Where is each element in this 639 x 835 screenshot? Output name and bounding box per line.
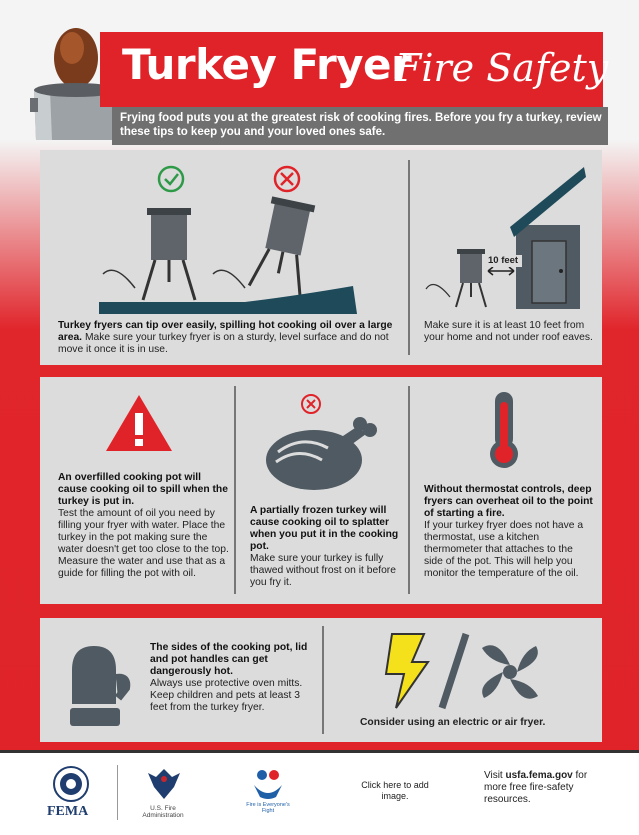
house-distance-illustration (422, 165, 592, 315)
tip4-bold: A partially frozen turkey will cause cooking oil to splatter when you put it in the cooking pot. (250, 505, 399, 552)
add-image-placeholder[interactable]: Click here to add image. (361, 780, 429, 801)
page-title: Turkey Fryer (122, 40, 412, 89)
tip3-body: Test the amount of oil you need by filling your fryer with water. Place the turkey in the pot making sure the water doesn't get too close to the top. Measure the water and use that as a guide for filling the pot with oil. (58, 508, 229, 579)
fief-logo-text: Fire is Everyone's Fight (246, 802, 290, 814)
usfa-eagle-icon (146, 765, 182, 803)
divider (322, 626, 324, 734)
divider (234, 386, 236, 594)
dhs-seal-icon (52, 765, 90, 803)
check-icon (159, 167, 183, 191)
oven-mitt-icon (62, 640, 132, 730)
usfa-logo-text: U.S. Fire Administration (142, 805, 184, 819)
fema-logo-text: FEMA (47, 804, 89, 819)
tip3-text (58, 472, 230, 580)
divider (408, 386, 410, 594)
warning-icon (104, 393, 174, 455)
footer-separator (117, 765, 118, 820)
visit-text (484, 770, 609, 806)
page-title-script: Fire Safety (395, 46, 609, 90)
tip5-bold: Without thermostat controls, deep fryers can overheat oil to the point of starting a fire. (424, 484, 593, 519)
tip1-bold: Turkey fryers can tip over easily, spilling hot cooking oil over a large area. (58, 320, 393, 343)
tip4-text (250, 505, 400, 589)
tip6-bold: The sides of the cooking pot, lid and pot handles can get dangerously hot. (150, 642, 308, 677)
intro-text: Frying food puts you at the greatest risk of cooking fires. Before you fry a turkey, review these tips to keep you and your loved ones safe. (112, 107, 608, 145)
electric-air-fryer-icons (378, 630, 548, 712)
visit-prefix: Visit (484, 770, 506, 781)
fief-logo-icon (250, 765, 286, 801)
tip4-body: Make sure your turkey is fully thawed without frost on it before you fry it. (250, 553, 396, 588)
tip7-text: Consider using an electric or air fryer. (360, 717, 546, 728)
tip3-bold: An overfilled cooking pot will cause cooking oil to spill when the turkey is put in. (58, 472, 228, 507)
tip5-body: If your turkey fryer does not have a thermostat, use a kitchen thermometer that attaches to the side of the pot. This will help you monitor the temperature of the oil. (424, 520, 584, 579)
visit-suffix: for more free fire-safety resources. (484, 770, 588, 805)
tip5-text (424, 484, 594, 580)
fan-icon (503, 665, 517, 679)
tip6-body: Always use protective oven mitts. Keep children and pets at least 3 feet from the turkey fryer. (150, 678, 303, 713)
lightning-icon (386, 634, 428, 708)
tip1-text (58, 320, 400, 356)
tip1-body: Make sure your turkey fryer is on a sturdy, level surface and do not move it once it is in use. (58, 332, 389, 355)
tip6-text (150, 642, 315, 714)
thermometer-icon (484, 390, 524, 470)
frozen-turkey-icon (262, 390, 382, 494)
footer-divider (0, 750, 639, 753)
fryer-level-vs-uneven-illustration (95, 162, 365, 320)
distance-label: 10 feet (488, 255, 519, 266)
divider (408, 160, 410, 355)
usfa-link[interactable]: usfa.fema.gov (505, 770, 573, 781)
tip2-text: Make sure it is at least 10 feet from your home and not under roof eaves. (424, 320, 593, 343)
